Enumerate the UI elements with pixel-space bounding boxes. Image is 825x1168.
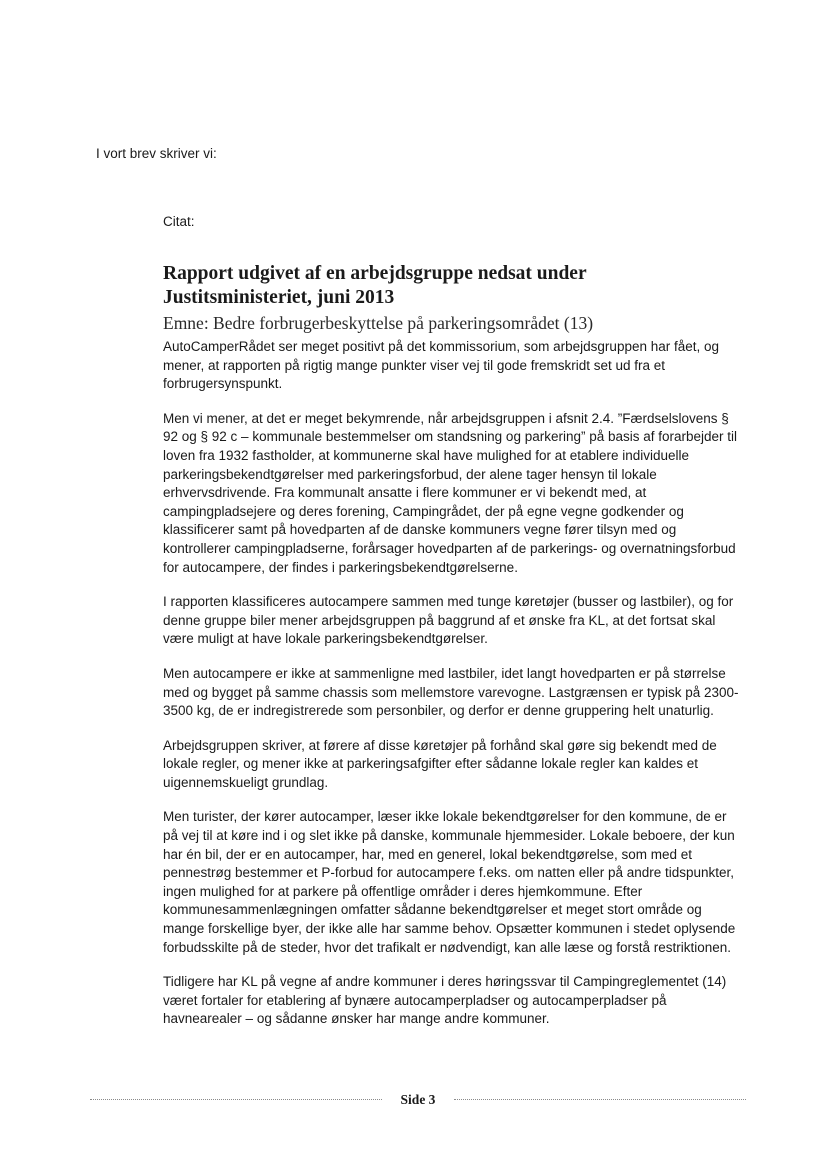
quote-label: Citat: [163,214,195,229]
footer-divider-right [454,1099,746,1100]
page-footer [90,1092,746,1112]
intro-text: I vort brev skriver vi: [96,146,217,161]
paragraph: I rapporten klassificeres autocampere sammen med tunge køretøjer (busser og lastbiler), og for denne gruppe biler mener arbejdsgruppen på baggrund af et ønske fra KL, at det fortsat skal være muligt at have lokale parkeringsbekendtgørelser. [163,594,734,647]
quoted-report [163,262,743,1045]
paragraph: Men autocampere er ikke at sammenligne med lastbiler, idet langt hovedparten er på størrelse med og bygget på samme chassis som mellemstore varevogne. Lastgrænsen er typisk på 2300-3500 kg, de er indregistrerede som personbiler, og derfor er denne gruppering helt unaturlig. [163,665,739,719]
paragraph: AutoCamperRådet ser meget positivt på det kommissorium, som arbejdsgruppen har fået, og mener, at rapporten på rigtig mange punkter viser vej til gode fremskridt set ud fra et forbrugersynspunkt. [163,339,720,392]
footer-divider-left [90,1099,382,1100]
report-title [163,262,743,310]
report-subject: Emne: Bedre forbrugerbeskyttelse på parkeringsområdet (13) [163,313,594,333]
paragraph: Arbejdsgruppen skriver, at førere af disse køretøjer på forhånd skal gøre sig bekendt med de lokale regler, og mener ikke at parkeringsafgifter efter sådanne lokale regler kan kaldes et uigennemskueligt grundlag. [163,737,717,790]
paragraph: Tidligere har KL på vegne af andre kommuner i deres høringssvar til Campingreglementet (14) været fortaler for etablering af bynære autocamperpladser og autocamperpladser på havnearealer – og sådanne ønsker har mange andre kommuner. [163,974,727,1027]
paragraph: Men turister, der kører autocamper, læser ikke lokale bekendtgørelser for den kommune, de er på vej til at køre ind i og slet ikke på danske, kommunale hjemmesider. Lokale beboere, der kun har én bil, der er en autocamper, har, med en generel, lokal bekendtgørelse, som med et pennestrøg bestemmer et P-forbud for autocampere f.eks. om natten eller på andre tidspunkter, ingen mulighed for at parkere på offentlige områder i deres hjemkommune. Efter kommunesammenlægningen omfatter sådanne bekendtgørelser et meget stort område og mange forskellige byer, der ikke alle har samme behov. Opsætter kommunen i stedet oplysende forbudsskilte på de steder, hvor det trafikalt er nødvendigt, kan alle læse og forstå restriktionen. [163,809,736,955]
report-title-line-1: Rapport udgivet af en arbejdsgruppe nedsat under [163,263,587,284]
paragraph: Men vi mener, at det er meget bekymrende, når arbejdsgruppen i afsnit 2.4. ”Færdselslovens § 92 og § 92 c – kommunale bestemmelser om standsning og parkering” på basis af forarbejder til loven fra 1932 fastholder, at kommunerne skal have mulighed for at etablere individuelle parkeringsbekendtgørelser med parkeringsforbud, der alene tager hensyn til lokale erhvervsdrivende. Fra kommunalt ansatte i flere kommuner er vi bekendt med, at campingpladsejere og deres forening, Campingrådet, der på egne vegne godkender og klassificerer samt på hovedparten af de danske kommuners vegne fører tilsyn med og kontrollerer campingpladserne, forårsager hovedparten af de parkerings- og overnatningsforbud for autocampere, der findes i parkeringsbekendtgørelserne. [163,410,738,575]
report-title-line-2: Justitsministeriet, juni 2013 [163,287,395,308]
page-number: Side 3 [400,1092,436,1107]
